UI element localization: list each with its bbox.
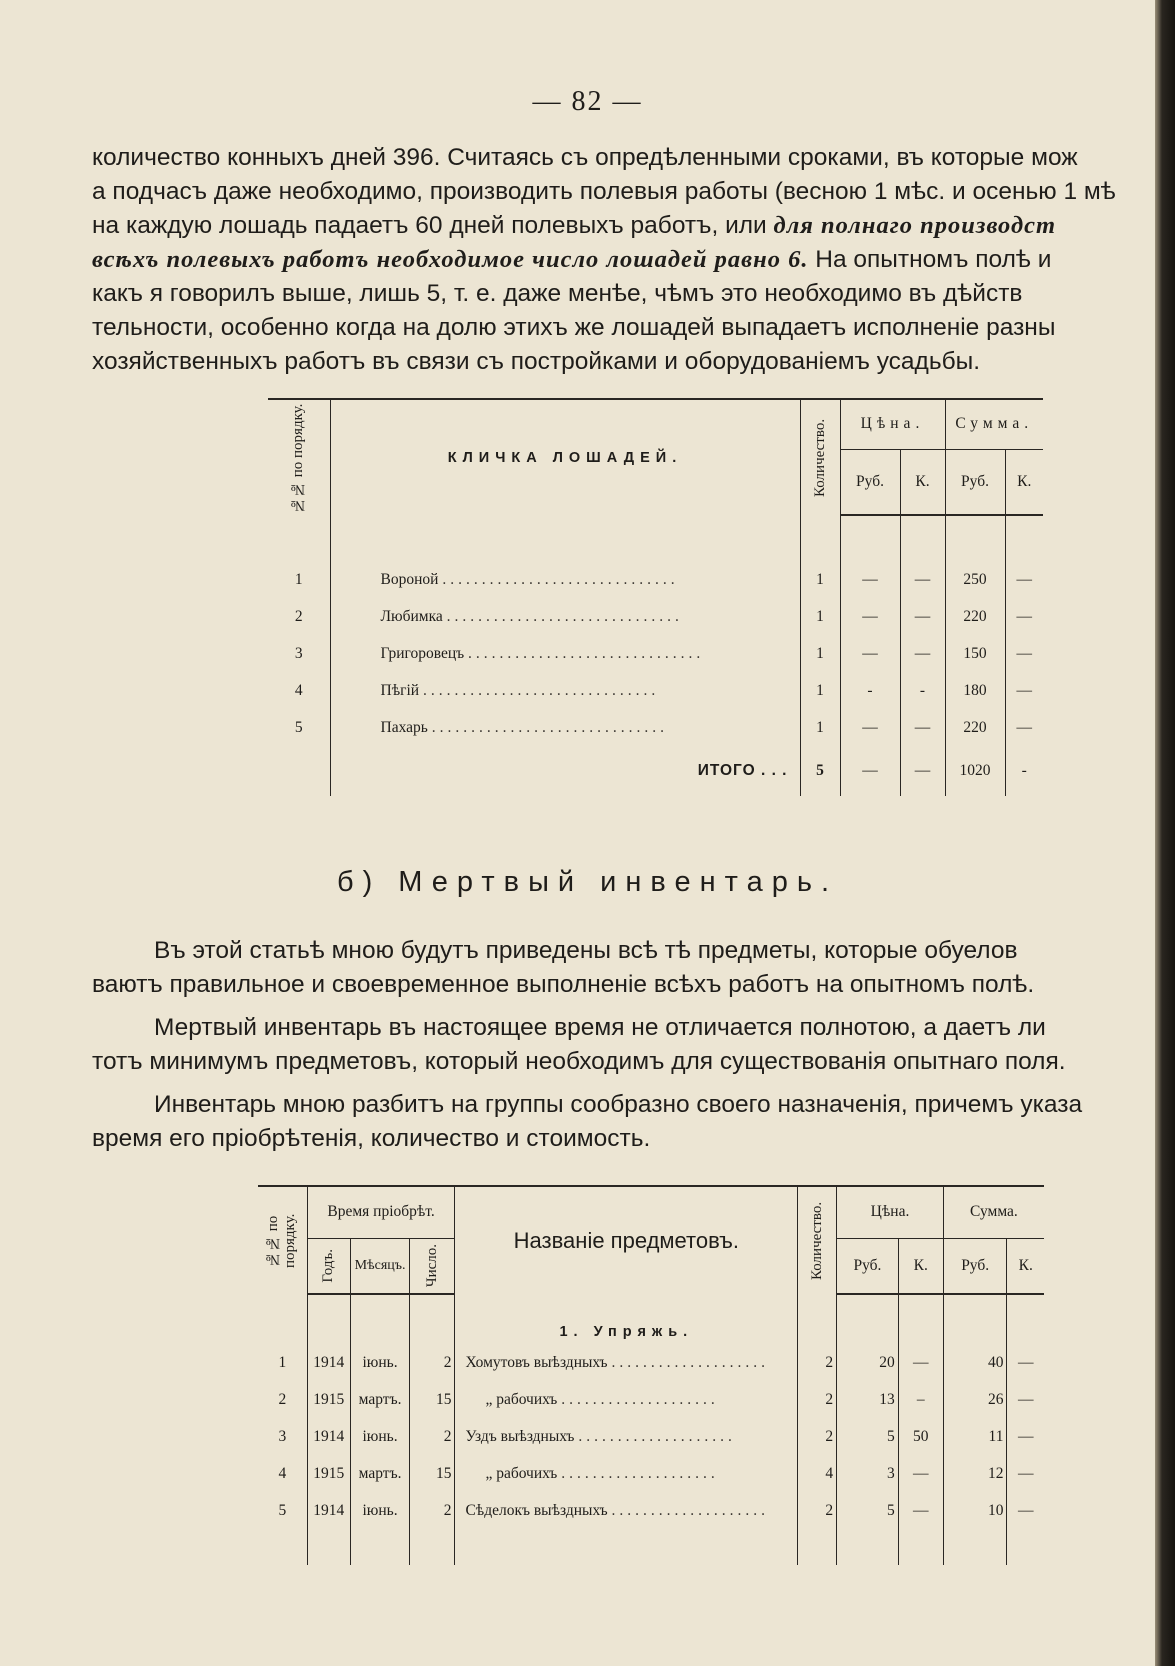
text-line: Въ этой статьѣ мною будутъ приведены всѣ тѣ предметы, которые обуелов bbox=[154, 937, 1018, 964]
item-name-text: Уздъ выѣздныхъ bbox=[465, 1427, 575, 1445]
price-kop: — bbox=[898, 1455, 943, 1492]
quantity: 4 bbox=[798, 1455, 837, 1492]
header-number: №№ по порядку. bbox=[265, 1213, 299, 1268]
quantity: 2 bbox=[798, 1381, 837, 1418]
italic-text: всѣхъ полевыхъ работъ необходимое число лошадей равно 6. bbox=[92, 246, 809, 273]
header-rub: Руб. bbox=[943, 1238, 1007, 1294]
year: 1915 bbox=[307, 1455, 350, 1492]
sum-rub: 12 bbox=[943, 1455, 1007, 1492]
header-year: Годъ. bbox=[320, 1248, 337, 1283]
paragraph-horses-intro bbox=[92, 141, 1167, 379]
month: мартъ. bbox=[350, 1381, 409, 1418]
group-row bbox=[258, 1294, 1044, 1344]
quantity: 1 bbox=[800, 672, 840, 709]
total-row bbox=[268, 746, 1043, 796]
row-number: 4 bbox=[278, 1464, 287, 1482]
header-cell bbox=[268, 399, 330, 515]
quantity: 1 bbox=[800, 561, 840, 598]
header-cell bbox=[258, 1186, 307, 1294]
horse-name: Пахарь .............................. bbox=[330, 709, 800, 746]
section-heading: б) Мертвый инвентарь. bbox=[336, 866, 839, 898]
table-row bbox=[258, 1418, 1044, 1455]
horse-name-text: Вороной bbox=[380, 570, 439, 588]
item-name: Хомутовъ выѣздныхъ .................... bbox=[455, 1344, 798, 1381]
total-price-kop: — bbox=[900, 746, 945, 796]
horse-name-text: Любимка bbox=[380, 607, 443, 625]
header-rub: Руб. bbox=[837, 1238, 899, 1294]
price-kop: — bbox=[900, 598, 945, 635]
text-line: количество конныхъ дней 396. Считаясь съ опредѣленными сроками, въ которые мож bbox=[92, 144, 1078, 171]
day: 2 bbox=[410, 1418, 455, 1455]
text-line bbox=[92, 209, 1167, 243]
header-number: №№ по порядку. bbox=[290, 402, 307, 513]
total-sum-rub: 1020 bbox=[945, 746, 1005, 796]
group-heading: 1. Упряжь. bbox=[455, 1294, 798, 1344]
text-line: хозяйственныхъ работъ въ связи съ постройками и оборудованіемъ усадьбы. bbox=[92, 348, 981, 375]
row-number: 2 bbox=[278, 1390, 287, 1408]
header-kop: К. bbox=[898, 1238, 943, 1294]
price-rub: 5 bbox=[837, 1418, 899, 1455]
quantity: 2 bbox=[798, 1418, 837, 1455]
price-kop: 50 bbox=[898, 1418, 943, 1455]
sum-kop: — bbox=[1007, 1455, 1044, 1492]
total-sum-kop: - bbox=[1005, 746, 1043, 796]
header-cell bbox=[800, 399, 840, 515]
row-number: 1 bbox=[294, 570, 303, 588]
row-number: 2 bbox=[294, 607, 303, 625]
header-rub: Руб. bbox=[945, 449, 1005, 515]
month: іюнь. bbox=[350, 1492, 409, 1529]
table-row bbox=[258, 1344, 1044, 1381]
day: 15 bbox=[410, 1455, 455, 1492]
price-kop: – bbox=[898, 1381, 943, 1418]
price-rub: — bbox=[840, 635, 900, 672]
day: 2 bbox=[410, 1344, 455, 1381]
month: іюнь. bbox=[350, 1418, 409, 1455]
header-kop: К. bbox=[900, 449, 945, 515]
price-kop: - bbox=[900, 672, 945, 709]
row-number: 4 bbox=[294, 681, 303, 699]
text-line: а подчасъ даже необходимо, производить полевыя работы (весною 1 мѣс. и осенью 1 мѣ bbox=[92, 178, 1116, 205]
price-kop: — bbox=[900, 709, 945, 746]
text-segment: На опытномъ полѣ и bbox=[808, 246, 1052, 273]
header-price: Цѣна. bbox=[840, 399, 945, 449]
header-day: Число. bbox=[423, 1244, 440, 1288]
quantity: 2 bbox=[798, 1344, 837, 1381]
price-rub: — bbox=[840, 561, 900, 598]
price-rub: 3 bbox=[837, 1455, 899, 1492]
text-line: тотъ минимумъ предметовъ, который необходимъ для существованія опытнаго поля. bbox=[92, 1048, 1066, 1075]
text-line: ваютъ правильное и своевременное выполненіе всѣхъ работъ на опытномъ полѣ. bbox=[92, 971, 1035, 998]
horses-table bbox=[268, 398, 1043, 796]
price-kop: — bbox=[900, 635, 945, 672]
table-row bbox=[258, 1381, 1044, 1418]
header-sum: Сумма. bbox=[943, 1186, 1044, 1238]
sum-rub: 40 bbox=[943, 1344, 1007, 1381]
price-rub: - bbox=[840, 672, 900, 709]
price-rub: — bbox=[840, 709, 900, 746]
item-name-text: Хомутовъ выѣздныхъ bbox=[465, 1353, 608, 1371]
inventory-table bbox=[258, 1185, 1044, 1565]
sum-kop: — bbox=[1005, 635, 1043, 672]
item-name-text: „ рабочихъ bbox=[485, 1390, 558, 1408]
header-cell bbox=[410, 1238, 455, 1294]
sum-kop: — bbox=[1007, 1381, 1044, 1418]
table-row bbox=[268, 635, 1043, 672]
table-row bbox=[268, 561, 1043, 598]
text-line bbox=[92, 243, 1167, 277]
quantity: 1 bbox=[800, 635, 840, 672]
sum-kop: — bbox=[1005, 598, 1043, 635]
header-kop: К. bbox=[1005, 449, 1043, 515]
paragraph-inventory-state bbox=[92, 1011, 1167, 1079]
quantity: 1 bbox=[800, 598, 840, 635]
total-price-rub: — bbox=[840, 746, 900, 796]
day: 2 bbox=[410, 1492, 455, 1529]
item-name: Сѣделокъ выѣздныхъ .................... bbox=[455, 1492, 798, 1529]
horse-name-text: Григоровецъ bbox=[380, 644, 465, 662]
text-line: время его пріобрѣтенія, количество и стоимость. bbox=[92, 1125, 651, 1152]
total-label: ИТОГО . . . bbox=[330, 746, 800, 796]
price-kop: — bbox=[900, 561, 945, 598]
sum-kop: — bbox=[1007, 1344, 1044, 1381]
item-name: „ рабочихъ .................... bbox=[455, 1381, 798, 1418]
page-number: — 82 — bbox=[532, 86, 643, 117]
item-name: „ рабочихъ .................... bbox=[455, 1455, 798, 1492]
item-name-text: Сѣделокъ выѣздныхъ bbox=[465, 1501, 608, 1519]
header-item-name: Названіе предметовъ. bbox=[455, 1186, 798, 1294]
table-row bbox=[268, 709, 1043, 746]
text-line: какъ я говорилъ выше, лишь 5, т. е. даже менѣе, чѣмъ это необходимо въ дѣйств bbox=[92, 280, 1023, 307]
header-cell bbox=[798, 1186, 837, 1294]
month: мартъ. bbox=[350, 1455, 409, 1492]
year: 1914 bbox=[307, 1492, 350, 1529]
horse-name: Пѣгій .............................. bbox=[330, 672, 800, 709]
price-rub: 13 bbox=[837, 1381, 899, 1418]
header-quantity: Количество. bbox=[808, 1201, 825, 1280]
paragraph-inventory-intro bbox=[92, 934, 1167, 1002]
horse-name: Любимка .............................. bbox=[330, 598, 800, 635]
header-kop: К. bbox=[1007, 1238, 1044, 1294]
sum-rub: 10 bbox=[943, 1492, 1007, 1529]
price-rub: 20 bbox=[837, 1344, 899, 1381]
sum-kop: — bbox=[1005, 709, 1043, 746]
price-kop: — bbox=[898, 1492, 943, 1529]
text-line: Мертвый инвентарь въ настоящее время не отличается полнотою, а даетъ ли bbox=[154, 1014, 1046, 1041]
row-number: 1 bbox=[278, 1353, 287, 1371]
year: 1914 bbox=[307, 1344, 350, 1381]
horse-name-text: Пахарь bbox=[380, 718, 428, 736]
header-rub: Руб. bbox=[840, 449, 900, 515]
italic-text: для полнаго производст bbox=[773, 212, 1057, 239]
sum-kop: — bbox=[1005, 561, 1043, 598]
header-horse-names: КЛИЧКА ЛОШАДЕЙ. bbox=[330, 399, 800, 515]
table-row bbox=[268, 598, 1043, 635]
sum-rub: 220 bbox=[945, 709, 1005, 746]
month: іюнь. bbox=[350, 1344, 409, 1381]
price-rub: 5 bbox=[837, 1492, 899, 1529]
price-rub: — bbox=[840, 598, 900, 635]
total-quantity: 5 bbox=[800, 746, 840, 796]
row-number: 5 bbox=[278, 1501, 287, 1519]
horse-name-text: Пѣгій bbox=[380, 681, 420, 699]
sum-kop: — bbox=[1007, 1418, 1044, 1455]
row-number: 3 bbox=[294, 644, 303, 662]
sum-rub: 180 bbox=[945, 672, 1005, 709]
sum-kop: — bbox=[1007, 1492, 1044, 1529]
sum-rub: 11 bbox=[943, 1418, 1007, 1455]
header-acquired: Время пріобрѣт. bbox=[307, 1186, 455, 1238]
sum-rub: 26 bbox=[943, 1381, 1007, 1418]
horse-name: Вороной .............................. bbox=[330, 561, 800, 598]
item-name: Уздъ выѣздныхъ .................... bbox=[455, 1418, 798, 1455]
header-cell bbox=[307, 1238, 350, 1294]
paragraph-inventory-groups bbox=[92, 1088, 1167, 1156]
price-kop: — bbox=[898, 1344, 943, 1381]
table-row bbox=[258, 1455, 1044, 1492]
header-price: Цѣна. bbox=[837, 1186, 944, 1238]
text-line: тельности, особенно когда на долю этихъ же лошадей выпадаетъ исполненіе разны bbox=[92, 314, 1056, 341]
text-segment: на каждую лошадь падаетъ 60 дней полевыхъ работъ, или bbox=[92, 212, 774, 239]
item-name-text: „ рабочихъ bbox=[485, 1464, 558, 1482]
row-number: 5 bbox=[294, 718, 303, 736]
sum-rub: 220 bbox=[945, 598, 1005, 635]
year: 1915 bbox=[307, 1381, 350, 1418]
header-sum: Сумма. bbox=[945, 399, 1043, 449]
year: 1914 bbox=[307, 1418, 350, 1455]
row-number: 3 bbox=[278, 1427, 287, 1445]
header-month: Мѣсяцъ. bbox=[350, 1238, 409, 1294]
text-line: Инвентарь мною разбитъ на группы сообразно своего назначенія, причемъ указа bbox=[154, 1091, 1083, 1118]
quantity: 1 bbox=[800, 709, 840, 746]
table-row bbox=[258, 1492, 1044, 1529]
sum-rub: 250 bbox=[945, 561, 1005, 598]
sum-rub: 150 bbox=[945, 635, 1005, 672]
horse-name: Григоровецъ .............................. bbox=[330, 635, 800, 672]
day: 15 bbox=[410, 1381, 455, 1418]
quantity: 2 bbox=[798, 1492, 837, 1529]
sum-kop: — bbox=[1005, 672, 1043, 709]
header-quantity: Количество. bbox=[811, 418, 828, 497]
table-row bbox=[268, 672, 1043, 709]
